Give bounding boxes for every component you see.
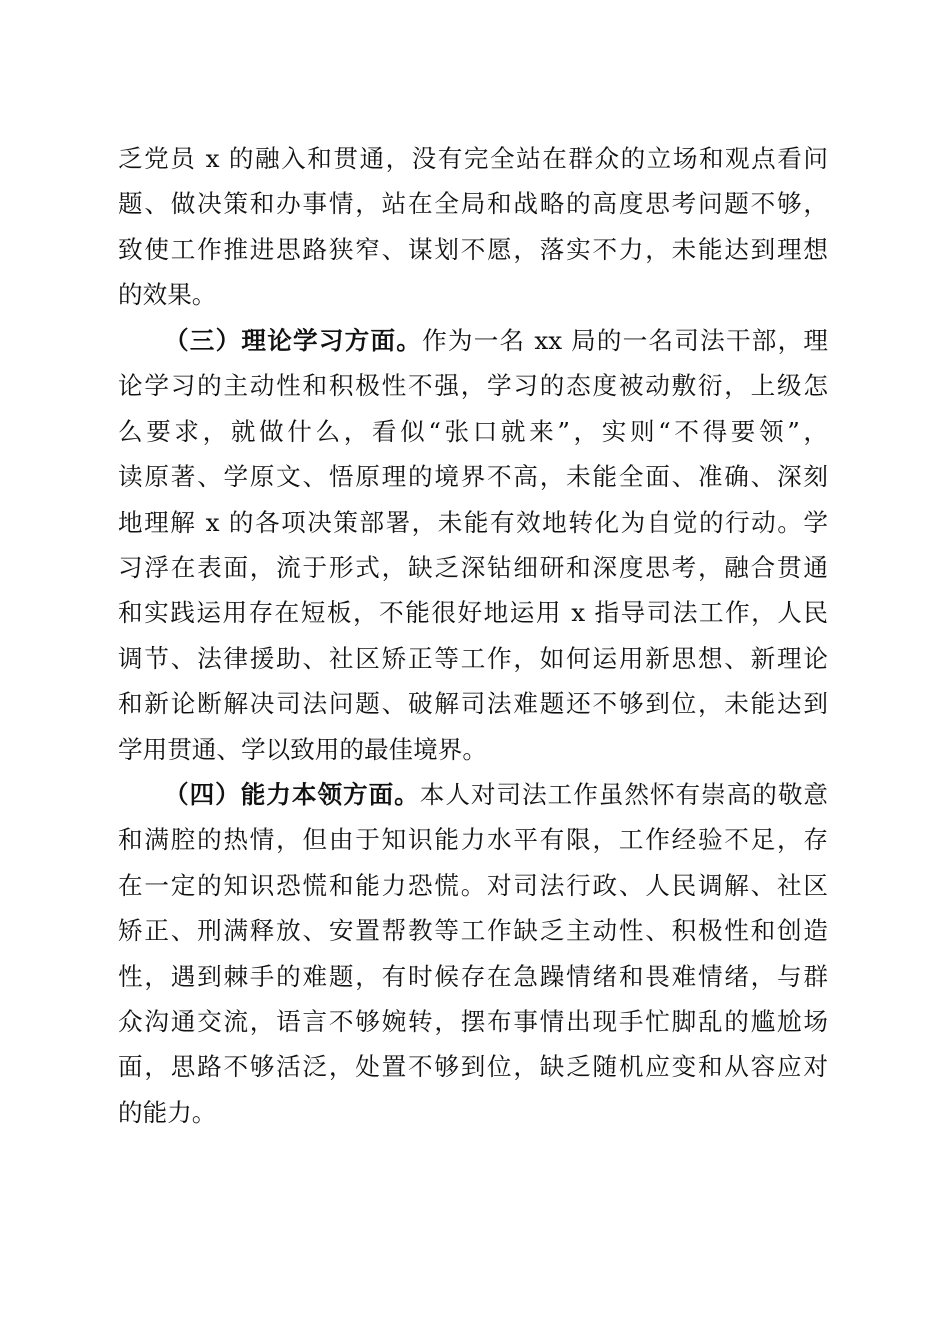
text-line: 么要求，就做什么，看似“张口就来”，实则“不得要领”， xyxy=(118,416,828,446)
text-line: 和新论断解决司法问题、破解司法难题还不够到位，未能达到 xyxy=(118,689,828,719)
text-line: 的能力。 xyxy=(118,1097,217,1127)
text-line: 在一定的知识恐慌和能力恐慌。对司法行政、人民调解、社区 xyxy=(118,870,828,900)
text-line: 和满腔的热情，但由于知识能力水平有限，工作经验不足，存 xyxy=(118,825,828,855)
text-line: 地理解 x 的各项决策部署，未能有效地转化为自觉的行动。学 xyxy=(118,507,828,537)
text-line: 调节、法律援助、社区矫正等工作，如何运用新思想、新理论 xyxy=(118,643,828,673)
text-line: 矫正、刑满释放、安置帮教等工作缺乏主动性、积极性和创造 xyxy=(118,916,828,946)
section-heading-capability: （四）能力本领方面。 xyxy=(164,780,420,809)
text-line-first xyxy=(118,318,828,363)
paragraph-continuation xyxy=(118,136,828,318)
text-line: 学用贯通、学以致用的最佳境界。 xyxy=(118,734,487,764)
section-heading-theory-study: （三）理论学习方面。 xyxy=(164,326,423,355)
text-line: 致使工作推进思路狭窄、谋划不愿，落实不力，未能达到理想 xyxy=(118,234,828,264)
text-line: 性，遇到棘手的难题，有时候存在急躁情绪和畏难情绪，与群 xyxy=(118,961,828,991)
text-line: 众沟通交流，语言不够婉转，摆布事情出现手忙脚乱的尴尬场 xyxy=(118,1006,828,1036)
paragraph-capability xyxy=(118,772,828,1135)
text-line-first xyxy=(118,772,828,817)
text-line: 题、做决策和办事情，站在全局和战略的高度思考问题不够， xyxy=(118,189,828,219)
text-line: 面，思路不够活泛，处置不够到位，缺乏随机应变和从容应对 xyxy=(118,1052,828,1082)
paragraph-theory-study xyxy=(118,318,828,772)
text-run: 本人对司法工作虽然怀有崇高的敬意 xyxy=(419,780,828,809)
text-line: 论学习的主动性和积极性不强，学习的态度被动敷衍，上级怎 xyxy=(118,371,828,401)
text-line: 读原著、学原文、悟原理的境界不高，未能全面、准确、深刻 xyxy=(118,462,828,492)
text-line: 乏党员 x 的融入和贯通，没有完全站在群众的立场和观点看问 xyxy=(118,144,828,173)
text-line: 的效果。 xyxy=(118,280,217,310)
text-line: 和实践运用存在短板，不能很好地运用 x 指导司法工作，人民 xyxy=(118,598,828,628)
text-run: 作为一名 xx 局的一名司法干部，理 xyxy=(422,326,828,355)
text-line: 习浮在表面，流于形式，缺乏深钻细研和深度思考，融合贯通 xyxy=(118,552,828,582)
